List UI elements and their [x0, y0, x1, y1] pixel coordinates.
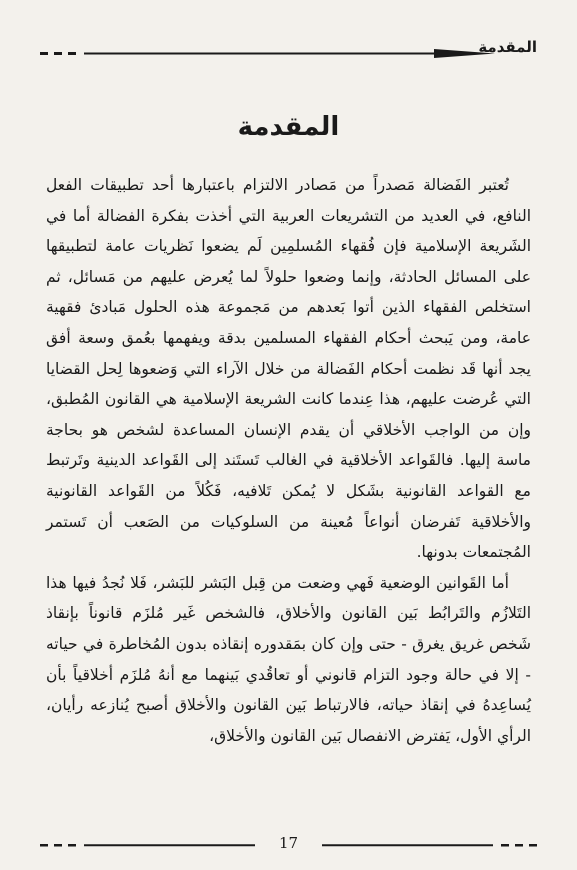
page-footer [40, 834, 537, 854]
paragraph: تُعتبر الفَضالة مَصدراً من مَصادر الالتزام باعتبارها أحد تطبيقات الفعل النافع، في العديد من التشريعات العربية التي أخذت بفكرة الفضالة أما في الشَريعة الإسلامية فإن فُقهاء المُسلمِين لَم يضعوا نَظريات عامة لتطبيقها على المسائل الحادثة، وإنما وضعوا حلولاً لما يُعرض عليهم من مَسائل، ثم استخلص الفقهاء الذين أتوا بَعدهم من مَجموعة هذه الحلول مَبادئ فقهية عامة، ومن يَبحث أحكام الفقهاء المسلمين بدقة ويفهمها بعُمق وسعة أفق يجد أنها قَد نظمت أحكام الفَضالة من خلال الآراء التي وَضعوها لِحل القضايا التي عُرضت عليهم، هذا عِندما كانت الشريعة الإسلامية هي القانون المُطبق، وإن من الواجب الأخلاقي أن يقدم الإنسان المساعدة لشخص هو بحاجة ماسة إليها. فالقَواعد الأخلاقية في الغالب تَستَند إلى القَواعد الدينية وتَرتبط مع القواعد القانونية بشَكل لا يُمكن تَلافيه، فَكُلاً من القَواعد القانونية والأخلاقية تَفرضان أنواعاً مُعينة من السلوكيات من الصَعب أن تَستمر المُجتمعات بدونها. [46, 176, 531, 562]
footer-ornament-rule-right [322, 843, 537, 847]
chapter-title: المقدمة [237, 112, 340, 142]
page-header [40, 38, 537, 62]
running-header-title: المقدمة [478, 38, 537, 56]
body-text [46, 170, 531, 751]
paragraph: أما القَوانين الوضعية فَهي وضعت من قِبل البَشر للبَشر، فَلا نُجدُ فيها هذا التَلازُم والتَرابُط بَين القانون والأخلاق، فالشخص غَير مُلزَم قانوناً بإنقاذ شَخص غريق يغرق - حتى وإن كان بمَقدوره إنقاذه بدون المُخاطرة في حياته - إلا في حالة وجود التزام قانوني أو تعاقُدي بَينهما مع أنهُ مُلزَم أخلاقياً بأن يُساعِدهُ في إنقاذ حياته، فالارتباط بَين القانون والأخلاق أصبح يُنازعه رأيان، الرأي الأول، يَفترض الانفصال بَين القانون والأخلاق، [46, 573, 531, 745]
header-ornament-rule [40, 49, 495, 59]
page-number: 17 [278, 834, 299, 852]
